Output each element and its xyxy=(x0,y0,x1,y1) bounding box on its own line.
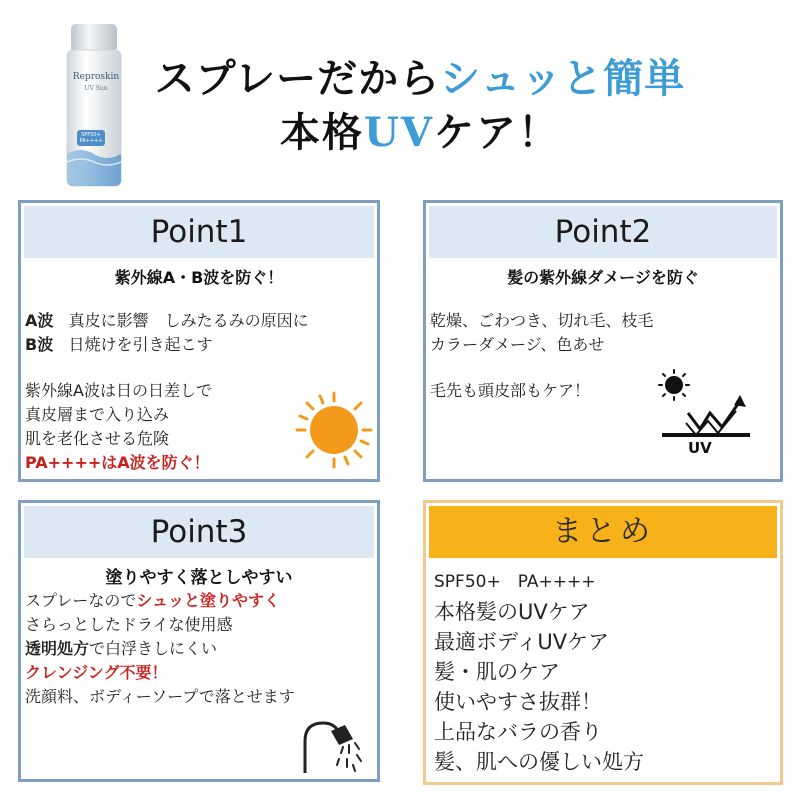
headline-line1-part1: スプレーだから xyxy=(154,55,441,102)
point3-line1-b: シュッと塗りやすく xyxy=(136,591,281,610)
point3-line1 xyxy=(25,589,280,613)
point2-line1: 乾燥、ごわつき、切れ毛、枝毛 xyxy=(430,311,654,330)
point1-a-text: 真皮に影響 しみたるみの原因に xyxy=(68,311,309,330)
point1-para3: 肌を老化させる危険 xyxy=(25,429,170,448)
point1-b-label: B波 xyxy=(25,335,54,354)
point3-subtitle: 塗りやすく落としやすい xyxy=(105,568,293,588)
summary-card xyxy=(423,500,783,785)
point2-subtitle: 髪の紫外線ダメージを防ぐ xyxy=(507,268,699,287)
headline-line1-part2: シュッと簡単 xyxy=(440,55,686,102)
uv-label: UV xyxy=(688,439,712,457)
point3-line3-a: 透明処方 xyxy=(25,639,90,658)
point1-b-row xyxy=(25,333,212,357)
point3-line5: 洗顔料、ボディーソープで落とせます xyxy=(25,687,295,706)
point1-card xyxy=(18,200,380,482)
point1-a-label: A波 xyxy=(25,311,54,330)
point1-para2: 真皮層まで入り込み xyxy=(25,405,170,424)
point3-title: Point3 xyxy=(24,506,374,558)
point3-line3-b: で白浮きしにくい xyxy=(89,639,218,658)
point1-subtitle: 紫外線A・B波を防ぐ！ xyxy=(114,268,284,287)
summary-title: まとめ xyxy=(429,506,777,558)
point3-line2: さらっとしたドライな使用感 xyxy=(25,615,233,634)
point3-line3 xyxy=(25,637,217,661)
bottle-name-text: UV Sun xyxy=(84,85,108,92)
summary-item-0: SPF50+ PA++++ xyxy=(434,572,596,592)
point3-card xyxy=(18,500,380,782)
headline-line2-part2: UV xyxy=(364,109,434,156)
bottle-brand-text: Reproskin xyxy=(72,72,120,82)
headline-line2-part1: 本格 xyxy=(280,109,365,156)
point1-highlight: PA++++はA波を防ぐ！ xyxy=(25,453,210,472)
bottle-badge-text: SPF50+ PA++++ xyxy=(79,132,103,144)
headline xyxy=(140,52,700,160)
point1-para1: 紫外線A波は日の日差しで xyxy=(25,381,212,400)
point3-line4: クレンジング不要！ xyxy=(25,663,168,682)
shower-icon xyxy=(299,713,371,777)
summary-item-2: 最適ボディUVケア xyxy=(434,630,610,654)
headline-line1 xyxy=(140,52,700,106)
summary-item-5: 上品なバラの香り xyxy=(434,720,602,744)
point3-line1-a: スプレーなので xyxy=(25,591,137,610)
summary-item-4: 使いやすさ抜群！ xyxy=(434,690,602,714)
headline-line2-part3: ケア！ xyxy=(433,109,560,156)
sun-icon xyxy=(293,389,375,471)
point2-title: Point2 xyxy=(429,206,777,258)
point1-b-text: 日焼けを引き起こす xyxy=(68,335,213,354)
summary-item-1: 本格髪のUVケア xyxy=(434,600,590,624)
headline-line2 xyxy=(140,106,700,160)
product-bottle-image xyxy=(57,22,135,190)
summary-item-3: 髪・肌のケア xyxy=(434,660,560,684)
point1-title: Point1 xyxy=(24,206,374,258)
point2-line3: 毛先も頭皮部もケア！ xyxy=(430,381,591,400)
point2-line2: カラーダメージ、色あせ xyxy=(430,335,605,354)
point2-card xyxy=(423,200,783,482)
point1-a-row xyxy=(25,309,309,333)
summary-item-6: 髪、肌への優しい処方 xyxy=(434,750,644,774)
